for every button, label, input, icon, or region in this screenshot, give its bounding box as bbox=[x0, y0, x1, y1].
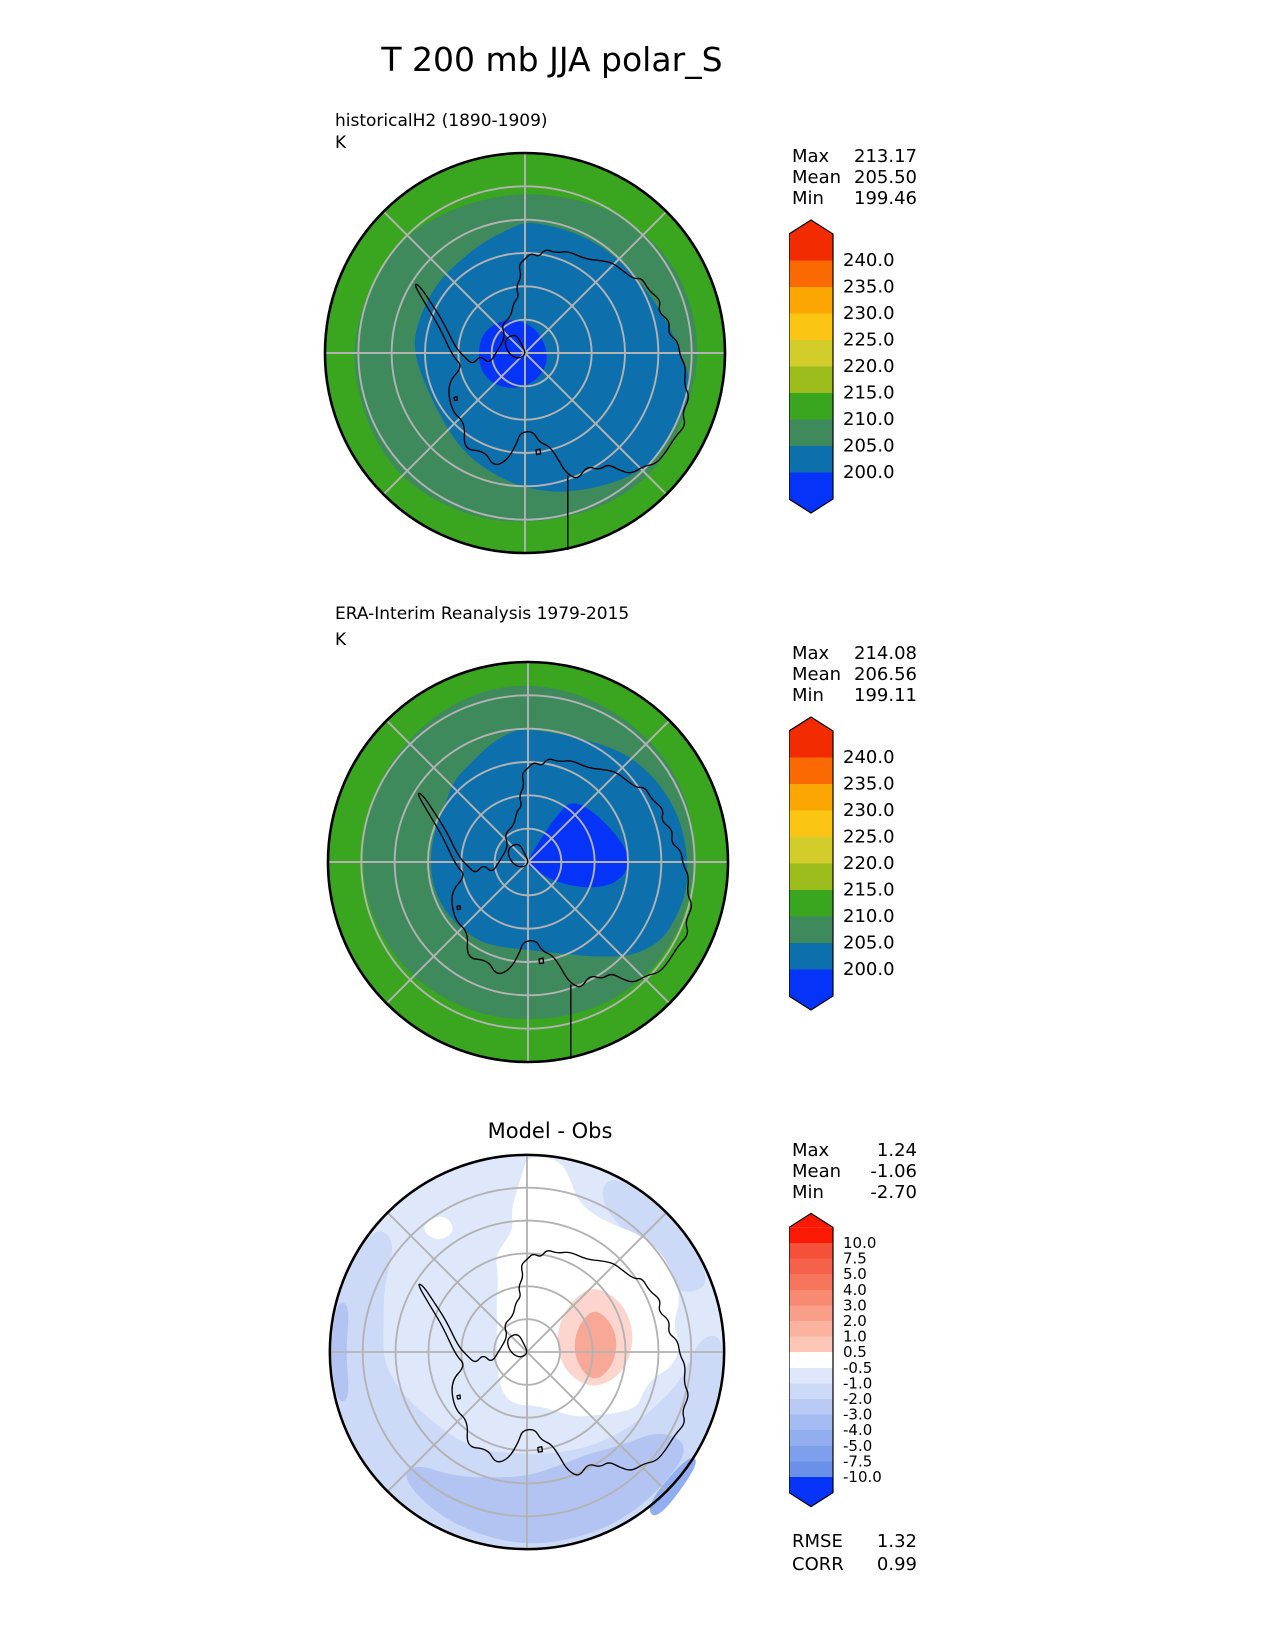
colorbar-tick-label: 210.0 bbox=[843, 906, 895, 927]
colorbar-tick-label: 205.0 bbox=[843, 932, 895, 954]
colorbar-segment bbox=[789, 287, 833, 314]
colorbar-segment bbox=[789, 1243, 833, 1259]
colorbar-tick-label: 235.0 bbox=[843, 773, 895, 795]
stat-row bbox=[792, 1161, 917, 1182]
stat-label: Max bbox=[792, 146, 830, 167]
colorbar-segment bbox=[789, 731, 833, 758]
colorbar-svg bbox=[789, 1212, 919, 1508]
colorbar-segment bbox=[789, 811, 833, 838]
colorbar-tick-label: -7.5 bbox=[843, 1452, 873, 1471]
colorbar-tick-label: 240.0 bbox=[843, 747, 895, 768]
metric-value: 1.32 bbox=[876, 1531, 917, 1552]
panel-obs-label: ERA-Interim Reanalysis 1979-2015 bbox=[335, 604, 630, 624]
metric-label: RMSE bbox=[792, 1531, 843, 1552]
colorbar-tick-label: 215.0 bbox=[843, 382, 895, 404]
stat-label: Min bbox=[792, 685, 824, 706]
stat-value: -2.70 bbox=[870, 1182, 917, 1203]
stat-row bbox=[792, 1182, 917, 1203]
colorbar-segment bbox=[789, 917, 833, 944]
colorbar-tick-label: -0.5 bbox=[843, 1358, 873, 1377]
colorbar-tick-label: 210.0 bbox=[843, 409, 895, 430]
colorbar-tick-label: 2.0 bbox=[843, 1312, 867, 1330]
colorbar-tick-label: 220.0 bbox=[843, 356, 895, 377]
polar-map-obs bbox=[318, 652, 738, 1076]
metric-row bbox=[792, 1530, 917, 1553]
colorbar-segment bbox=[789, 1274, 833, 1290]
stats-obs bbox=[792, 643, 917, 706]
colorbar-segment bbox=[789, 1227, 833, 1243]
metric-row bbox=[792, 1553, 917, 1576]
stat-label: Max bbox=[792, 1140, 830, 1161]
stat-value: 1.24 bbox=[876, 1140, 917, 1161]
colorbar-tick-label: -5.0 bbox=[843, 1436, 873, 1455]
metric-value: 0.99 bbox=[876, 1554, 917, 1575]
colorbar-tick-label: 7.5 bbox=[843, 1249, 867, 1268]
colorbar-obs bbox=[789, 716, 919, 1015]
colorbar-segment bbox=[789, 234, 833, 261]
stat-value: -1.06 bbox=[870, 1161, 917, 1182]
stats-model bbox=[792, 146, 917, 209]
stat-row bbox=[792, 1140, 917, 1161]
colorbar-tick-label: 225.0 bbox=[843, 826, 895, 848]
colorbar-segment bbox=[789, 1399, 833, 1415]
colorbar-tick-label: 200.0 bbox=[843, 959, 895, 980]
colorbar-tick-label: 200.0 bbox=[843, 462, 895, 483]
colorbar-cap-top bbox=[789, 717, 833, 731]
panel-model-units: K bbox=[335, 133, 347, 153]
colorbar-segment bbox=[789, 1259, 833, 1275]
polar-map-diff bbox=[320, 1145, 734, 1563]
stat-row bbox=[792, 146, 917, 167]
colorbar-segment bbox=[789, 943, 833, 970]
figure-title: T 200 mb JJA polar_S bbox=[381, 40, 723, 79]
polar-map-svg bbox=[315, 143, 735, 563]
colorbar-segment bbox=[789, 1461, 833, 1477]
colorbar-segment bbox=[789, 1305, 833, 1321]
colorbar-tick-label: 0.5 bbox=[843, 1343, 867, 1362]
colorbar-segment bbox=[789, 1290, 833, 1306]
colorbar-segment bbox=[789, 446, 833, 473]
colorbar-segment bbox=[789, 1415, 833, 1431]
stat-row bbox=[792, 685, 917, 706]
panel-obs-units: K bbox=[335, 630, 347, 650]
colorbar-segment bbox=[789, 367, 833, 394]
colorbar-segment bbox=[789, 784, 833, 811]
colorbar-segment bbox=[789, 1368, 833, 1384]
colorbar-tick-label: 230.0 bbox=[843, 303, 895, 324]
colorbar-tick-label: 230.0 bbox=[843, 800, 895, 821]
stat-value: 199.46 bbox=[854, 188, 917, 209]
colorbar-tick-label: 3.0 bbox=[843, 1296, 867, 1315]
colorbar-segment bbox=[789, 393, 833, 420]
colorbar-cap-bottom bbox=[789, 1493, 833, 1507]
stat-label: Mean bbox=[792, 167, 842, 188]
colorbar-tick-label: -3.0 bbox=[843, 1405, 873, 1424]
colorbar-tick-label: 4.0 bbox=[843, 1280, 867, 1299]
colorbar-cap-bottom bbox=[789, 499, 833, 513]
colorbar-tick-label: 235.0 bbox=[843, 276, 895, 298]
colorbar-tick-label: -10.0 bbox=[843, 1468, 882, 1486]
colorbar-segment bbox=[789, 473, 833, 500]
colorbar-tick-label: 10.0 bbox=[843, 1234, 877, 1252]
stat-value: 205.50 bbox=[854, 167, 917, 188]
colorbar-segment bbox=[789, 340, 833, 367]
stat-value: 214.08 bbox=[854, 643, 917, 664]
colorbar-tick-label: -2.0 bbox=[843, 1390, 873, 1408]
colorbar-cap-top bbox=[789, 1213, 833, 1227]
stat-value: 213.17 bbox=[854, 146, 917, 167]
stat-label: Max bbox=[792, 643, 830, 664]
colorbar-segment bbox=[789, 1321, 833, 1337]
colorbar-tick-label: 1.0 bbox=[843, 1327, 867, 1346]
colorbar-svg bbox=[789, 716, 919, 1011]
polar-map-svg bbox=[320, 1145, 734, 1559]
colorbar-segment bbox=[789, 1430, 833, 1446]
colorbar-segment bbox=[789, 314, 833, 341]
colorbar-tick-label: 215.0 bbox=[843, 879, 895, 901]
metric-label: CORR bbox=[792, 1554, 844, 1575]
colorbar-segment bbox=[789, 890, 833, 917]
polar-map-svg bbox=[318, 652, 738, 1072]
colorbar-tick-label: -1.0 bbox=[843, 1374, 873, 1393]
colorbar-tick-label: -4.0 bbox=[843, 1421, 873, 1440]
colorbar-segment bbox=[789, 758, 833, 785]
metrics-diff bbox=[792, 1530, 917, 1576]
colorbar-segment bbox=[789, 864, 833, 891]
colorbar-tick-label: 5.0 bbox=[843, 1265, 867, 1284]
colorbar-model bbox=[789, 219, 919, 518]
colorbar-cap-top bbox=[789, 220, 833, 234]
colorbar-segment bbox=[789, 1477, 833, 1493]
panel-model-label: historicalH2 (1890-1909) bbox=[335, 111, 548, 131]
colorbar-segment bbox=[789, 1446, 833, 1462]
colorbar-segment bbox=[789, 837, 833, 864]
stat-value: 199.11 bbox=[854, 685, 917, 706]
colorbar-segment bbox=[789, 1337, 833, 1353]
colorbar-tick-label: 240.0 bbox=[843, 250, 895, 271]
stat-row bbox=[792, 188, 917, 209]
colorbar-segment bbox=[789, 420, 833, 447]
polar-map-model bbox=[315, 143, 735, 567]
colorbar-segment bbox=[789, 1352, 833, 1368]
colorbar-segment bbox=[789, 1383, 833, 1399]
colorbar-cap-bottom bbox=[789, 996, 833, 1010]
colorbar-segment bbox=[789, 261, 833, 288]
stat-label: Min bbox=[792, 188, 824, 209]
stats-diff bbox=[792, 1140, 917, 1203]
colorbar-tick-label: 220.0 bbox=[843, 853, 895, 874]
colorbar-svg bbox=[789, 219, 919, 514]
stat-value: 206.56 bbox=[854, 664, 917, 685]
stat-row bbox=[792, 167, 917, 188]
stat-label: Mean bbox=[792, 664, 842, 685]
colorbar-segment bbox=[789, 970, 833, 997]
colorbar-tick-label: 225.0 bbox=[843, 329, 895, 351]
colorbar-tick-label: 205.0 bbox=[843, 435, 895, 457]
stat-row bbox=[792, 664, 917, 685]
panel-diff-title: Model - Obs bbox=[487, 1119, 613, 1143]
colorbar-diff bbox=[789, 1212, 919, 1512]
stat-label: Mean bbox=[792, 1161, 842, 1182]
stat-row bbox=[792, 643, 917, 664]
stat-label: Min bbox=[792, 1182, 824, 1203]
